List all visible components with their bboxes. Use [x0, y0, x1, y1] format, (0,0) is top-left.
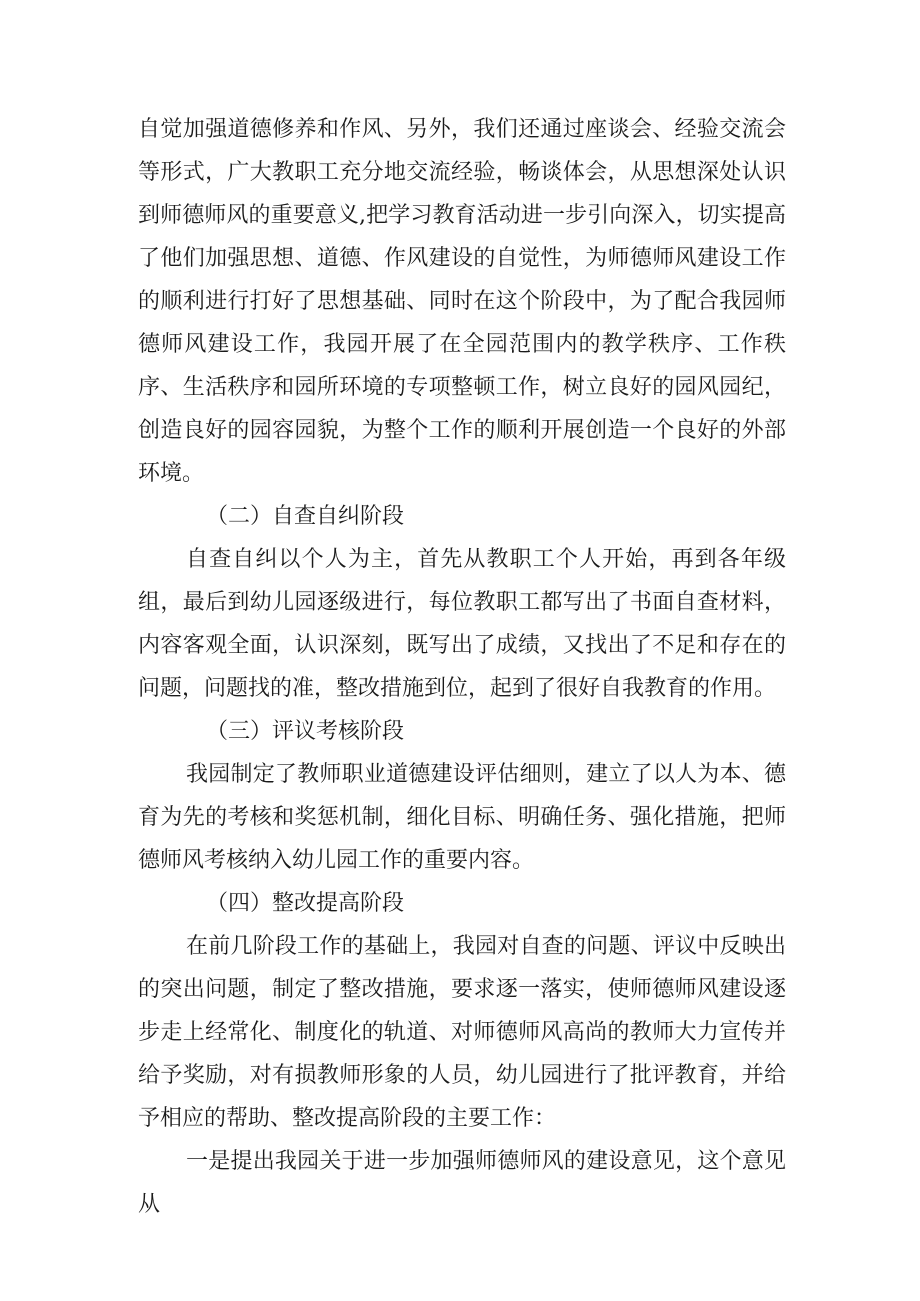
paragraph-rectification: 在前几阶段工作的基础上，我园对自查的问题、评议中反映出的突出问题，制定了整改措施，要求逐一落实，使师德师风建设逐步走上经常化、制度化的轨道、对师德师风高尚的教师大力宣传并给予奖励，对有损教师形象的人员，幼儿园进行了批评教育，并给予相应的帮助、整改提高阶段的主要工作： — [138, 934, 786, 1131]
paragraph-self-inspection: 自查自纠以个人为主，首先从教职工个人开始，再到各年级组，最后到幼儿园逐级进行，每位教职工都写出了书面自查材料，内容客观全面，认识深刻，既写出了成绩，又找出了不足和存在的问题，问题找的准，整改措施到位，起到了很好自我教育的作用。 — [138, 547, 786, 701]
section-heading-evaluation: （三）评议考核阶段 — [206, 719, 405, 744]
section-heading-self-inspection: （二）自查自纠阶段 — [206, 504, 405, 529]
paragraph-continuation: 自觉加强道德修养和作风、另外，我们还通过座谈会、经验交流会等形式，广大教职工充分地交流经验，畅谈体会，从思想深处认识到师德师风的重要意义,把学习教育活动进一步引向深入，切实提高了他们加强思想、道德、作风建设的自觉性，为师德师风建设工作的顺利进行打好了思想基础、同时在这个阶段中，为了配合我园师德师风建设工作，我园开展了在全园范围内的教学秩序、工作秩序、生活秩序和园所环境的专项整顿工作，树立良好的园风园纪，创造良好的园容园貌，为整个工作的顺利开展创造一个良好的外部环境。 — [138, 117, 786, 486]
paragraph-evaluation: 我园制定了教师职业道德建设评估细则，建立了以人为本、德育为先的考核和奖惩机制，细化目标、明确任务、强化措施，把师德师风考核纳入幼儿园工作的重要内容。 — [138, 762, 786, 873]
section-heading-rectification: （四）整改提高阶段 — [206, 891, 405, 916]
paragraph-first-point: 一是提出我园关于进一步加强师德师风的建设意见，这个意见从 — [138, 1149, 786, 1217]
document-body — [138, 108, 786, 1226]
